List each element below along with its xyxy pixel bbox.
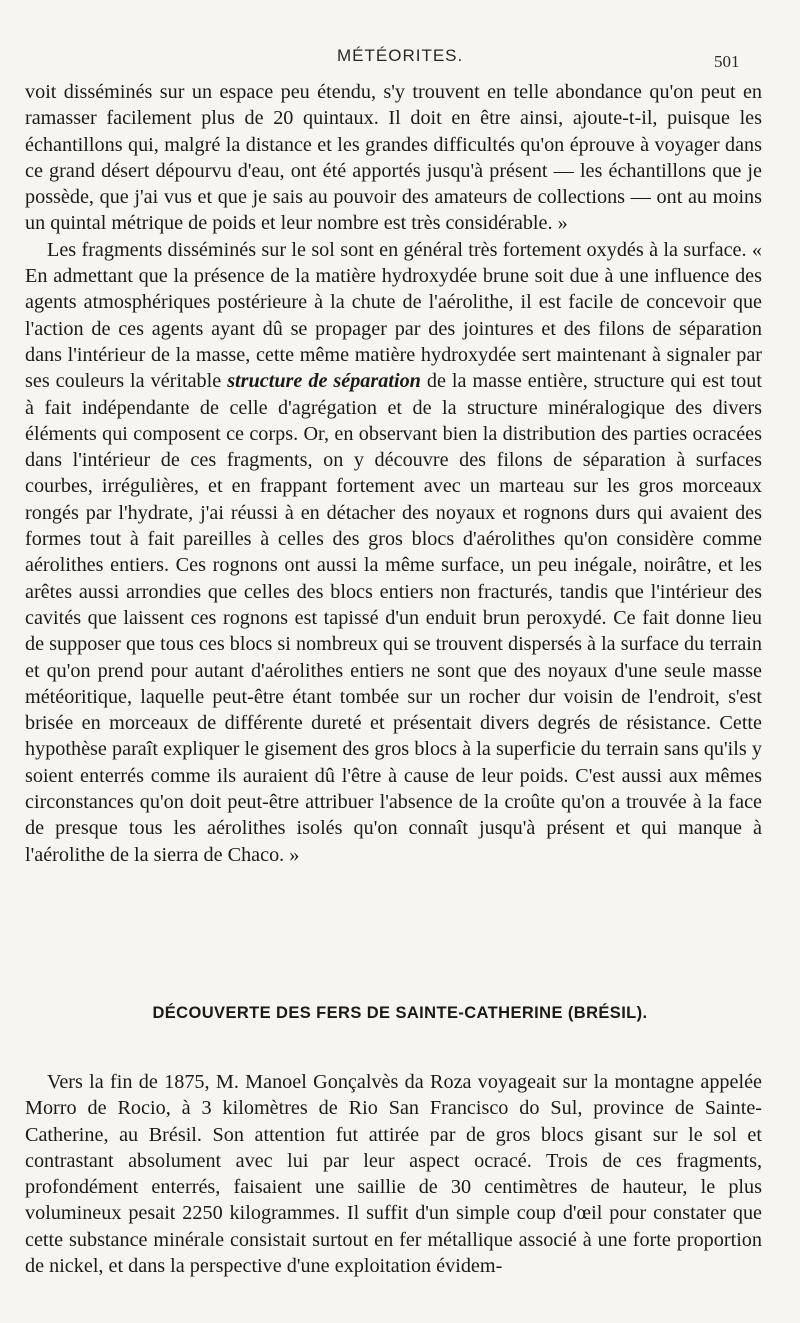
- paragraph-text-part: de la masse entière, structure qui est tout à fait indépendante de celle d'agrégation et de la structure minéralogique des divers éléments qui composent ce corps. Or, en observant bien la distribution des parties ocracées dans l'intérieur de ces fragments, on y découvre des filons de séparation à surfaces courbes, irrégulières, et en frappant fortement avec un marteau sur les gros morceaux rongés par l'hydrate, j'ai réussi à en détacher des noyaux et rognons durs qui avaient des formes tout à fait pareilles à celles des gros blocs d'aérolithes qu'on considère comme aérolithes entiers. Ces rognons ont aussi la même surface, un peu inégale, noirâtre, et les arêtes aussi arrondies que celles des blocs entiers non fracturés, tandis que l'intérieur des cavités que laissent ces rognons est tapissé d'un enduit brun peroxydé. Ce fait donne lieu de supposer que tous ces blocs si nombreux qui se trouvent dispersés à la surface du terrain et qu'on prend pour autant d'aérolithes entiers ne sont que des noyaux d'une seule masse météoritique, laquelle peut-être étant tombée sur un rocher dur voisin de l'endroit, s'est brisée en morceaux de différente dureté et présentait divers degrés de résistance. Cette hypothèse paraît expliquer le gisement des gros blocs à la superficie du terrain sans qu'ils y soient enterrés comme ils auraient dû l'être à cause de leur poids. C'est aussi aux mêmes circonstances qu'on doit peut-être attribuer l'absence de la croûte qu'on a trouvée à la face de presque tous les aérolithes isolés qu'on connaît jusqu'à présent et qui manque à l'aérolithe de la sierra de Chaco. »: [25, 370, 762, 866]
- section-body: [25, 1069, 762, 1279]
- running-head: [0, 46, 800, 70]
- running-title: MÉTÉORITES.: [337, 46, 464, 65]
- paragraph-continued-quote: voit disséminés sur un espace peu étendu, s'y trouvent en telle abondance qu'on peut en ramasser facilement plus de 20 quintaux. Il doit en être ainsi, ajoute-t-il, puisque les échantillons qui, malgré la distance et les grandes difficultés qu'on éprouve à voyager dans ce grand désert dépourvu d'eau, ont été apportés jusqu'à présent — les échantillons que je possède, que j'ai vus et que je sais au pouvoir des amateurs de collections — ont au moins un quintal métrique de poids et leur nombre est très considérable. »: [25, 81, 762, 235]
- paragraph-fragments: [25, 237, 762, 868]
- paragraph-text-part: Les fragments disséminés sur le sol sont en général très fortement oxydés à la surface. « En admettant que la présence de la matière hydroxydée brune soit due à une influence des agents atmosphériques postérieure à la chute de l'aérolithe, il est facile de concevoir que l'action de ces agents ayant dû se propager par des jointures et des filons de séparation dans l'intérieur de la masse, cette même matière hydroxydée sert maintenant à signaler par ses couleurs la véritable: [25, 238, 762, 393]
- main-text: [25, 79, 762, 868]
- page-number: 501: [714, 52, 740, 71]
- section-heading: DÉCOUVERTE DES FERS DE SAINTE-CATHERINE (BRÉSIL).: [152, 1004, 648, 1022]
- paragraph-sainte-catherine: Vers la fin de 1875, M. Manoel Gonçalvès da Roza voyageait sur la montagne appelée Morro de Rocio, à 3 kilomètres de Rio San Francisco do Sul, province de Sainte-Catherine, au Brésil. Son attention fut attirée par de gros blocs gisant sur le sol et contrastant absolument avec lui par leur aspect ocracé. Trois de ces fragments, profondément enterrés, faisaient une saillie de 30 centimètres de hauteur, le plus volumineux pesait 2250 kilogrammes. Il suffit d'un simple coup d'œil pour constater que cette substance minérale consistait surtout en fer métallique associé à une forte proportion de nickel, et dans la perspective d'une exploitation évidem-: [25, 1071, 762, 1278]
- emphasized-term: structure de séparation: [227, 370, 421, 393]
